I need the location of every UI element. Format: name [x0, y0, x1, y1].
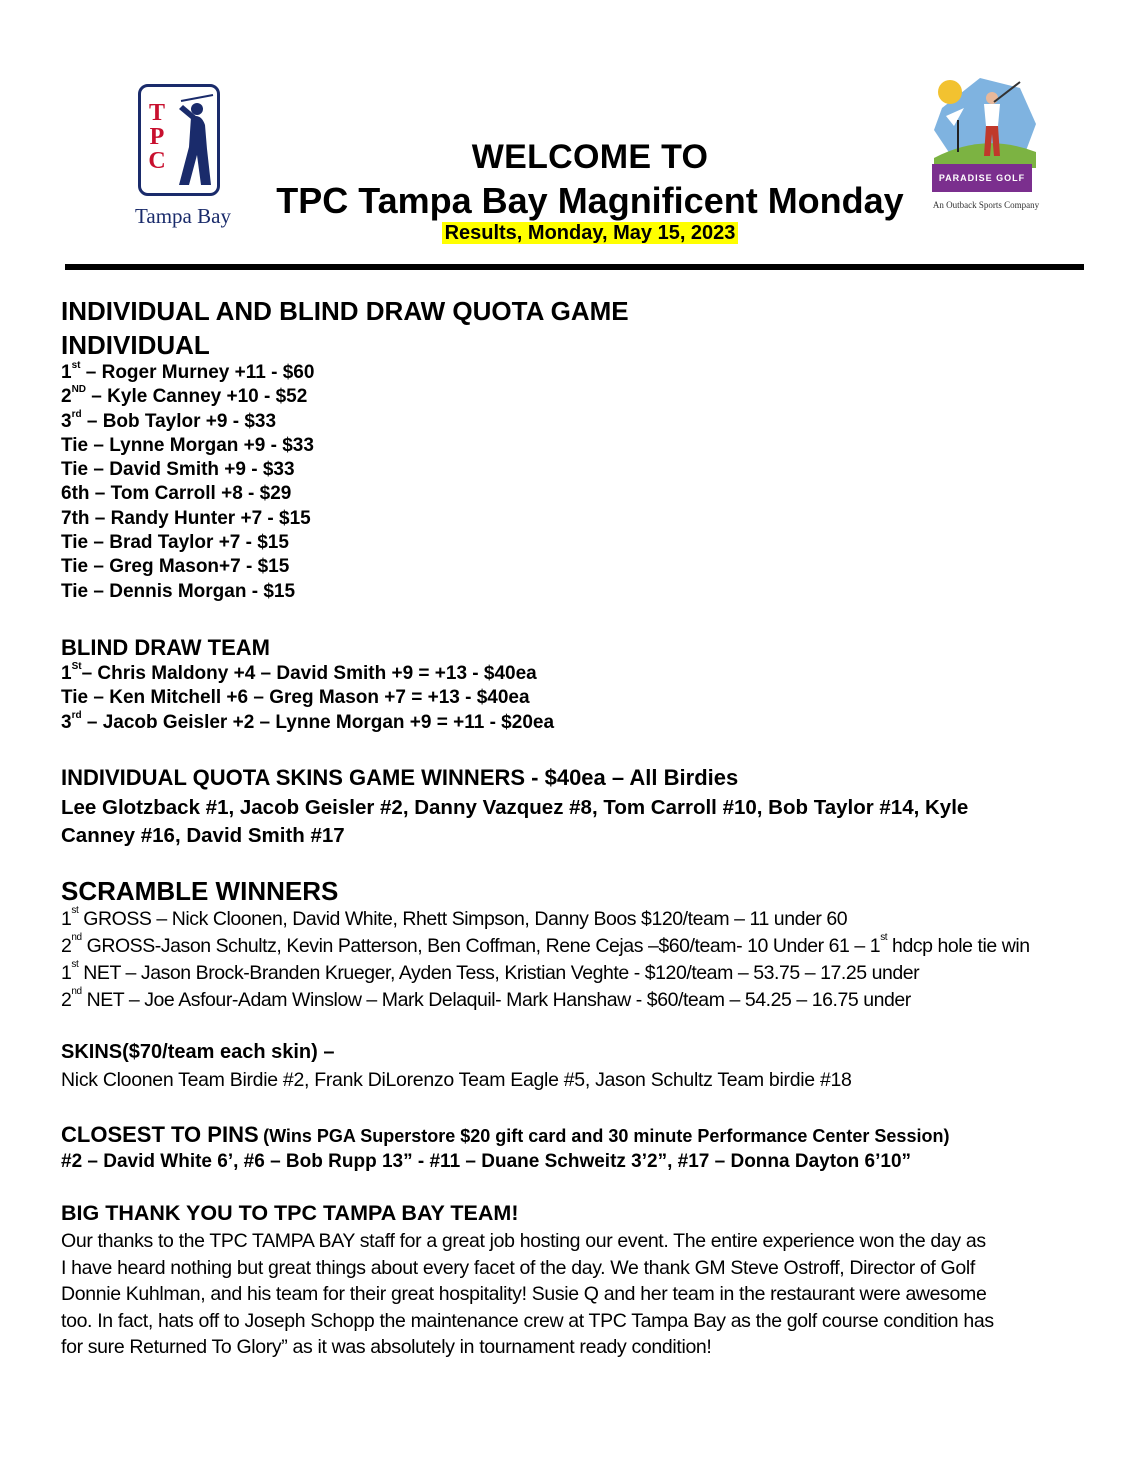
quota-skins-line: Canney #16, David Smith #17	[61, 824, 345, 847]
individual-heading: INDIVIDUAL	[61, 330, 210, 360]
tpc-letter: P	[149, 124, 165, 150]
list-item: 1st NET – Jason Brock-Branden Krueger, Ayden Tess, Kristian Veghte - $120/team – 53.75 – 17.25 under	[61, 959, 920, 984]
closest-to-pins-heading: CLOSEST TO PINS	[61, 1122, 259, 1147]
list-item: 7th – Randy Hunter +7 - $15	[61, 507, 311, 529]
list-item: Tie – Ken Mitchell +6 – Greg Mason +7 = +13 - $40ea	[61, 687, 530, 709]
scramble-results-list	[61, 906, 1030, 1014]
paradise-golf-caption: An Outback Sports Company	[932, 200, 1040, 210]
quota-skins-line: Lee Glotzback #1, Jacob Geisler #2, Danny Vazquez #8, Tom Carroll #10, Bob Taylor #14, Kyle	[61, 796, 969, 819]
list-item: 2nd GROSS-Jason Schultz, Kevin Patterson, Ben Coffman, Rene Cejas –$60/team- 10 Under 61 – 1st hdcp hole tie win	[61, 932, 1030, 957]
paradise-golf-badge: PARADISE GOLF	[932, 164, 1032, 192]
quota-skins-winners	[61, 794, 968, 850]
paragraph-line: for sure Returned To Glory” as it was absolutely in tournament ready condition!	[61, 1336, 712, 1358]
blind-draw-results-list	[61, 662, 554, 735]
list-item: Tie – Greg Mason+7 - $15	[61, 556, 290, 578]
results-date-wrap	[0, 222, 1140, 245]
tpc-letter: T	[148, 100, 165, 126]
individual-results-list	[61, 361, 314, 604]
quota-game-heading: INDIVIDUAL AND BLIND DRAW QUOTA GAME	[61, 296, 629, 326]
list-item: 3rd – Jacob Geisler +2 – Lynne Morgan +9 = +11 - $20ea	[61, 709, 555, 733]
blind-draw-heading: BLIND DRAW TEAM	[61, 635, 270, 660]
list-item: 6th – Tom Carroll +8 - $29	[61, 483, 292, 505]
thank-you-paragraph	[61, 1228, 994, 1361]
tpc-letter: C	[148, 148, 166, 174]
list-item: Tie – David Smith +9 - $33	[61, 459, 295, 481]
skins-heading: SKINS($70/team each skin) –	[61, 1041, 335, 1063]
page-title-line2: TPC Tampa Bay Magnificent Monday	[276, 180, 904, 221]
closest-to-pins-winners: #2 – David White 6’, #6 – Bob Rupp 13” - #11 – Duane Schweitz 3’2”, #17 – Donna Dayton 6’10”	[61, 1151, 912, 1172]
closest-to-pins-heading-row	[61, 1122, 949, 1148]
list-item: 1St– Chris Maldony +4 – David Smith +9 = +13 - $40ea	[61, 661, 537, 684]
paragraph-line: too. In fact, hats off to Joseph Schopp the maintenance crew at TPC Tampa Bay as the golf course condition has	[61, 1309, 994, 1332]
page-title-line1: WELCOME TO	[471, 138, 709, 176]
skins-winners: Nick Cloonen Team Birdie #2, Frank DiLorenzo Team Eagle #5, Jason Schultz Team birdie #18	[61, 1069, 852, 1091]
list-item: 2nd NET – Joe Asfour-Adam Winslow – Mark Delaquil- Mark Hanshaw - $60/team – 54.25 – 16.75 under	[61, 986, 911, 1011]
paragraph-line: Our thanks to the TPC TAMPA BAY staff for a great job hosting our event. The entire experience won the day as	[61, 1230, 986, 1252]
list-item: 2ND – Kyle Canney +10 - $52	[61, 384, 308, 408]
thank-you-heading: BIG THANK YOU TO TPC TAMPA BAY TEAM!	[61, 1201, 519, 1225]
scramble-heading: SCRAMBLE WINNERS	[61, 876, 339, 906]
closest-to-pins-note: (Wins PGA Superstore $20 gift card and 30 minute Performance Center Session)	[263, 1126, 950, 1146]
quota-skins-heading: INDIVIDUAL QUOTA SKINS GAME WINNERS - $40ea – All Birdies	[61, 765, 739, 790]
list-item: 1st GROSS – Nick Cloonen, David White, Rhett Simpson, Danny Boos $120/team – 11 under 60	[61, 905, 848, 930]
list-item: Tie – Brad Taylor +7 - $15	[61, 532, 289, 554]
list-item: Tie – Lynne Morgan +9 - $33	[61, 434, 314, 456]
list-item: 1st – Roger Murney +11 - $60	[61, 360, 315, 383]
list-item: Tie – Dennis Morgan - $15	[61, 580, 296, 602]
tpc-caption: Tampa Bay	[135, 204, 231, 228]
paragraph-line: I have heard nothing but great things about every facet of the day. We thank GM Steve Ostroff, Director of Golf	[61, 1256, 975, 1279]
paragraph-line: Donnie Kuhlman, and his team for their great hospitality! Susie Q and her team in the restaurant were awesome	[61, 1283, 987, 1305]
header-divider	[65, 264, 1084, 270]
results-date: Results, Monday, May 15, 2023	[442, 222, 739, 244]
list-item: 3rd – Bob Taylor +9 - $33	[61, 408, 277, 432]
